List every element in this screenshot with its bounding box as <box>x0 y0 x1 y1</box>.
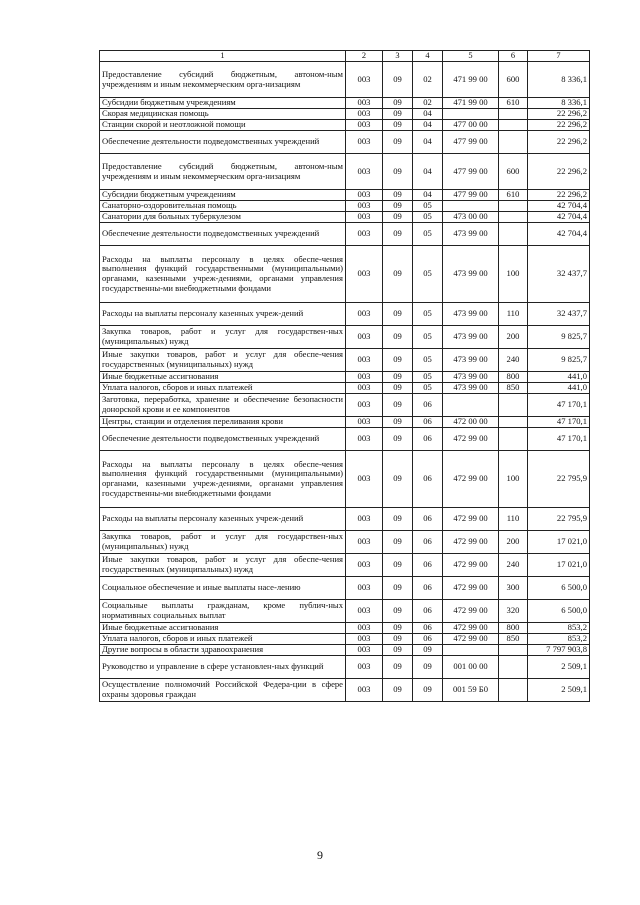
row-subsection-cell: 04 <box>413 109 443 120</box>
row-name-cell: Предоставление субсидий бюджетным, автоном-ным учреждениям и иным некоммерческим орга-низациям <box>100 154 346 190</box>
row-name-cell: Расходы на выплаты персоналу в целях обеспе-чения выполнения функций государственными (муниципальными) органами, казенными учреж-дениями, органами управления государственны-ми внебюджетными фондами <box>100 246 346 303</box>
row-ministry-code-cell: 003 <box>346 394 383 417</box>
row-section-cell: 09 <box>383 223 413 246</box>
table-row <box>100 623 590 634</box>
table-row <box>100 600 590 623</box>
row-expense-type-cell: 800 <box>499 372 528 383</box>
row-ministry-code-cell: 003 <box>346 201 383 212</box>
row-name-cell: Обеспечение деятельности подведомственных учреждений <box>100 131 346 154</box>
table-row <box>100 349 590 372</box>
row-target-article-cell: 472 99 00 <box>443 577 499 600</box>
row-subsection-cell: 05 <box>413 349 443 372</box>
row-ministry-code-cell: 003 <box>346 223 383 246</box>
row-ministry-code-cell: 003 <box>346 634 383 645</box>
row-expense-type-cell: 100 <box>499 451 528 508</box>
row-ministry-code-cell: 003 <box>346 600 383 623</box>
row-name-cell: Иные бюджетные ассигнования <box>100 623 346 634</box>
row-subsection-cell: 06 <box>413 451 443 508</box>
row-section-cell: 09 <box>383 326 413 349</box>
header-cell: 6 <box>499 51 528 62</box>
table-row <box>100 451 590 508</box>
row-ministry-code-cell: 003 <box>346 679 383 702</box>
row-subsection-cell: 04 <box>413 190 443 201</box>
row-subsection-cell: 05 <box>413 246 443 303</box>
row-section-cell: 09 <box>383 109 413 120</box>
row-name-cell: Субсидии бюджетным учреждениям <box>100 98 346 109</box>
table-row <box>100 679 590 702</box>
row-ministry-code-cell: 003 <box>346 554 383 577</box>
row-expense-type-cell <box>499 223 528 246</box>
row-subsection-cell: 06 <box>413 508 443 531</box>
row-amount-cell: 22 795,9 <box>528 451 590 508</box>
row-target-article-cell: 473 99 00 <box>443 246 499 303</box>
row-target-article-cell <box>443 201 499 212</box>
table-row <box>100 428 590 451</box>
row-subsection-cell: 09 <box>413 656 443 679</box>
row-target-article-cell: 472 99 00 <box>443 508 499 531</box>
row-section-cell: 09 <box>383 120 413 131</box>
row-name-cell: Обеспечение деятельности подведомственных учреждений <box>100 223 346 246</box>
row-expense-type-cell: 850 <box>499 634 528 645</box>
row-subsection-cell: 05 <box>413 201 443 212</box>
row-expense-type-cell <box>499 417 528 428</box>
row-amount-cell: 22 296,2 <box>528 154 590 190</box>
row-name-cell: Закупка товаров, работ и услуг для государствен-ных (муниципальных) нужд <box>100 531 346 554</box>
row-amount-cell: 8 336,1 <box>528 98 590 109</box>
row-subsection-cell: 05 <box>413 212 443 223</box>
row-target-article-cell <box>443 645 499 656</box>
row-ministry-code-cell: 003 <box>346 508 383 531</box>
row-target-article-cell: 472 99 00 <box>443 428 499 451</box>
row-amount-cell: 47 170,1 <box>528 428 590 451</box>
row-name-cell: Иные закупки товаров, работ и услуг для обеспе-чения государственных (муниципальных) нужд <box>100 349 346 372</box>
row-subsection-cell: 06 <box>413 428 443 451</box>
table-row <box>100 656 590 679</box>
table-row <box>100 394 590 417</box>
table-row <box>100 201 590 212</box>
row-amount-cell: 6 500,0 <box>528 577 590 600</box>
row-target-article-cell: 473 99 00 <box>443 303 499 326</box>
row-amount-cell: 441,0 <box>528 372 590 383</box>
row-amount-cell: 7 797 903,8 <box>528 645 590 656</box>
table-row <box>100 98 590 109</box>
row-section-cell: 09 <box>383 531 413 554</box>
table-row <box>100 109 590 120</box>
row-subsection-cell: 05 <box>413 372 443 383</box>
row-expense-type-cell: 200 <box>499 326 528 349</box>
table-header-row <box>100 51 590 62</box>
row-name-cell: Осуществление полномочий Российской Федера-ции в сфере охраны здоровья граждан <box>100 679 346 702</box>
table-row <box>100 154 590 190</box>
row-amount-cell: 9 825,7 <box>528 349 590 372</box>
row-target-article-cell: 472 99 00 <box>443 531 499 554</box>
row-amount-cell: 2 509,1 <box>528 679 590 702</box>
row-section-cell: 09 <box>383 428 413 451</box>
row-amount-cell: 8 336,1 <box>528 62 590 98</box>
row-name-cell: Иные закупки товаров, работ и услуг для обеспе-чения государственных (муниципальных) нужд <box>100 554 346 577</box>
row-subsection-cell: 06 <box>413 634 443 645</box>
row-target-article-cell: 001 00 00 <box>443 656 499 679</box>
row-name-cell: Обеспечение деятельности подведомственных учреждений <box>100 428 346 451</box>
row-section-cell: 09 <box>383 212 413 223</box>
row-amount-cell: 42 704,4 <box>528 201 590 212</box>
header-cell: 3 <box>383 51 413 62</box>
row-expense-type-cell: 610 <box>499 190 528 201</box>
row-expense-type-cell: 800 <box>499 623 528 634</box>
row-subsection-cell: 06 <box>413 577 443 600</box>
table-row <box>100 326 590 349</box>
table-row <box>100 417 590 428</box>
table-row <box>100 246 590 303</box>
row-name-cell: Расходы на выплаты персоналу казенных учреж-дений <box>100 303 346 326</box>
row-name-cell: Закупка товаров, работ и услуг для государствен-ных (муниципальных) нужд <box>100 326 346 349</box>
table-body <box>100 51 590 702</box>
row-name-cell: Санатории для больных туберкулезом <box>100 212 346 223</box>
row-target-article-cell: 001 59 Б0 <box>443 679 499 702</box>
row-subsection-cell: 05 <box>413 303 443 326</box>
row-subsection-cell: 05 <box>413 223 443 246</box>
row-target-article-cell: 472 99 00 <box>443 600 499 623</box>
row-ministry-code-cell: 003 <box>346 62 383 98</box>
row-section-cell: 09 <box>383 645 413 656</box>
row-ministry-code-cell: 003 <box>346 428 383 451</box>
row-ministry-code-cell: 003 <box>346 417 383 428</box>
page-number: 9 <box>317 848 323 862</box>
row-expense-type-cell: 240 <box>499 349 528 372</box>
row-expense-type-cell: 110 <box>499 508 528 531</box>
row-amount-cell: 42 704,4 <box>528 223 590 246</box>
row-subsection-cell: 04 <box>413 154 443 190</box>
row-section-cell: 09 <box>383 600 413 623</box>
table-row <box>100 554 590 577</box>
row-ministry-code-cell: 003 <box>346 303 383 326</box>
row-expense-type-cell: 600 <box>499 62 528 98</box>
row-expense-type-cell <box>499 201 528 212</box>
row-section-cell: 09 <box>383 623 413 634</box>
row-name-cell: Уплата налогов, сборов и иных платежей <box>100 383 346 394</box>
row-name-cell: Санаторно-оздоровительная помощь <box>100 201 346 212</box>
row-expense-type-cell: 850 <box>499 383 528 394</box>
row-name-cell: Социальное обеспечение и иные выплаты насе-лению <box>100 577 346 600</box>
row-ministry-code-cell: 003 <box>346 98 383 109</box>
row-name-cell: Другие вопросы в области здравоохранения <box>100 645 346 656</box>
row-expense-type-cell <box>499 645 528 656</box>
row-subsection-cell: 04 <box>413 131 443 154</box>
row-amount-cell: 2 509,1 <box>528 656 590 679</box>
row-target-article-cell <box>443 109 499 120</box>
row-amount-cell: 441,0 <box>528 383 590 394</box>
row-section-cell: 09 <box>383 154 413 190</box>
row-amount-cell: 9 825,7 <box>528 326 590 349</box>
row-section-cell: 09 <box>383 417 413 428</box>
row-expense-type-cell <box>499 656 528 679</box>
row-section-cell: 09 <box>383 303 413 326</box>
row-name-cell: Заготовка, переработка, хранение и обеспечение безопасности донорской крови и ее компонентов <box>100 394 346 417</box>
row-amount-cell: 42 704,4 <box>528 212 590 223</box>
row-expense-type-cell: 200 <box>499 531 528 554</box>
row-target-article-cell: 473 99 00 <box>443 372 499 383</box>
row-section-cell: 09 <box>383 349 413 372</box>
row-target-article-cell <box>443 394 499 417</box>
header-cell: 7 <box>528 51 590 62</box>
row-ministry-code-cell: 003 <box>346 656 383 679</box>
row-subsection-cell: 02 <box>413 62 443 98</box>
row-expense-type-cell <box>499 212 528 223</box>
row-target-article-cell: 473 99 00 <box>443 383 499 394</box>
row-expense-type-cell: 100 <box>499 246 528 303</box>
table-row <box>100 383 590 394</box>
row-ministry-code-cell: 003 <box>346 190 383 201</box>
row-subsection-cell: 06 <box>413 531 443 554</box>
row-subsection-cell: 02 <box>413 98 443 109</box>
row-ministry-code-cell: 003 <box>346 326 383 349</box>
row-target-article-cell: 472 00 00 <box>443 417 499 428</box>
row-section-cell: 09 <box>383 634 413 645</box>
row-ministry-code-cell: 003 <box>346 645 383 656</box>
row-amount-cell: 22 296,2 <box>528 131 590 154</box>
row-name-cell: Руководство и управление в сфере установлен-ных функций <box>100 656 346 679</box>
table-row <box>100 634 590 645</box>
table-row <box>100 372 590 383</box>
table-row <box>100 577 590 600</box>
row-target-article-cell: 477 99 00 <box>443 131 499 154</box>
row-section-cell: 09 <box>383 201 413 212</box>
row-target-article-cell: 472 99 00 <box>443 451 499 508</box>
row-subsection-cell: 05 <box>413 326 443 349</box>
table-row <box>100 212 590 223</box>
row-section-cell: 09 <box>383 246 413 303</box>
row-section-cell: 09 <box>383 372 413 383</box>
header-cell: 4 <box>413 51 443 62</box>
row-name-cell: Центры, станции и отделения переливания крови <box>100 417 346 428</box>
table-row <box>100 303 590 326</box>
row-subsection-cell: 09 <box>413 645 443 656</box>
table-row <box>100 223 590 246</box>
row-ministry-code-cell: 003 <box>346 120 383 131</box>
row-subsection-cell: 06 <box>413 623 443 634</box>
row-expense-type-cell <box>499 109 528 120</box>
row-amount-cell: 32 437,7 <box>528 246 590 303</box>
row-target-article-cell: 473 99 00 <box>443 349 499 372</box>
row-target-article-cell: 471 99 00 <box>443 98 499 109</box>
row-expense-type-cell: 300 <box>499 577 528 600</box>
row-section-cell: 09 <box>383 554 413 577</box>
row-ministry-code-cell: 003 <box>346 531 383 554</box>
row-target-article-cell: 472 99 00 <box>443 623 499 634</box>
row-ministry-code-cell: 003 <box>346 623 383 634</box>
row-section-cell: 09 <box>383 62 413 98</box>
header-cell: 2 <box>346 51 383 62</box>
row-expense-type-cell <box>499 120 528 131</box>
row-ministry-code-cell: 003 <box>346 349 383 372</box>
row-expense-type-cell: 600 <box>499 154 528 190</box>
header-cell: 5 <box>443 51 499 62</box>
row-section-cell: 09 <box>383 190 413 201</box>
row-amount-cell: 853,2 <box>528 623 590 634</box>
row-amount-cell: 32 437,7 <box>528 303 590 326</box>
row-subsection-cell: 06 <box>413 394 443 417</box>
row-ministry-code-cell: 003 <box>346 577 383 600</box>
row-section-cell: 09 <box>383 98 413 109</box>
row-ministry-code-cell: 003 <box>346 451 383 508</box>
table-row <box>100 645 590 656</box>
row-expense-type-cell <box>499 428 528 451</box>
row-section-cell: 09 <box>383 451 413 508</box>
row-section-cell: 09 <box>383 394 413 417</box>
row-name-cell: Субсидии бюджетным учреждениям <box>100 190 346 201</box>
row-name-cell: Предоставление субсидий бюджетным, автоном-ным учреждениям и иным некоммерческим орга-низациям <box>100 62 346 98</box>
table-row <box>100 508 590 531</box>
row-ministry-code-cell: 003 <box>346 154 383 190</box>
table-row <box>100 131 590 154</box>
row-ministry-code-cell: 003 <box>346 372 383 383</box>
row-subsection-cell: 09 <box>413 679 443 702</box>
row-section-cell: 09 <box>383 577 413 600</box>
row-name-cell: Иные бюджетные ассигнования <box>100 372 346 383</box>
row-amount-cell: 22 795,9 <box>528 508 590 531</box>
row-target-article-cell: 473 99 00 <box>443 223 499 246</box>
row-expense-type-cell: 610 <box>499 98 528 109</box>
row-section-cell: 09 <box>383 656 413 679</box>
row-expense-type-cell <box>499 679 528 702</box>
row-amount-cell: 17 021,0 <box>528 554 590 577</box>
row-subsection-cell: 05 <box>413 383 443 394</box>
row-expense-type-cell: 110 <box>499 303 528 326</box>
row-amount-cell: 6 500,0 <box>528 600 590 623</box>
row-target-article-cell: 472 99 00 <box>443 634 499 645</box>
row-target-article-cell: 473 99 00 <box>443 326 499 349</box>
table-row <box>100 120 590 131</box>
row-section-cell: 09 <box>383 131 413 154</box>
row-amount-cell: 47 170,1 <box>528 394 590 417</box>
header-cell: 1 <box>100 51 346 62</box>
row-amount-cell: 22 296,2 <box>528 190 590 201</box>
table-row <box>100 531 590 554</box>
row-amount-cell: 17 021,0 <box>528 531 590 554</box>
row-target-article-cell: 477 99 00 <box>443 190 499 201</box>
row-subsection-cell: 06 <box>413 417 443 428</box>
row-section-cell: 09 <box>383 383 413 394</box>
budget-table <box>99 50 590 702</box>
row-amount-cell: 22 296,2 <box>528 120 590 131</box>
row-expense-type-cell <box>499 131 528 154</box>
row-amount-cell: 47 170,1 <box>528 417 590 428</box>
table-row <box>100 190 590 201</box>
row-target-article-cell: 473 00 00 <box>443 212 499 223</box>
row-subsection-cell: 04 <box>413 120 443 131</box>
row-amount-cell: 853,2 <box>528 634 590 645</box>
row-target-article-cell: 471 99 00 <box>443 62 499 98</box>
row-target-article-cell: 477 00 00 <box>443 120 499 131</box>
row-name-cell: Уплата налогов, сборов и иных платежей <box>100 634 346 645</box>
row-target-article-cell: 472 99 00 <box>443 554 499 577</box>
row-subsection-cell: 06 <box>413 600 443 623</box>
row-name-cell: Расходы на выплаты персоналу казенных учреж-дений <box>100 508 346 531</box>
row-expense-type-cell: 240 <box>499 554 528 577</box>
row-target-article-cell: 477 99 00 <box>443 154 499 190</box>
row-name-cell: Социальные выплаты гражданам, кроме публич-ных нормативных социальных выплат <box>100 600 346 623</box>
row-expense-type-cell <box>499 394 528 417</box>
row-name-cell: Расходы на выплаты персоналу в целях обеспе-чения выполнения функций государственными (муниципальными) органами, казенными учреж-дениями, органами управления государственны-ми внебюджетными фондами <box>100 451 346 508</box>
row-ministry-code-cell: 003 <box>346 383 383 394</box>
row-expense-type-cell: 320 <box>499 600 528 623</box>
table-row <box>100 62 590 98</box>
row-ministry-code-cell: 003 <box>346 131 383 154</box>
row-ministry-code-cell: 003 <box>346 109 383 120</box>
row-subsection-cell: 06 <box>413 554 443 577</box>
row-amount-cell: 22 296,2 <box>528 109 590 120</box>
row-name-cell: Скорая медицинская помощь <box>100 109 346 120</box>
row-ministry-code-cell: 003 <box>346 212 383 223</box>
row-section-cell: 09 <box>383 679 413 702</box>
row-ministry-code-cell: 003 <box>346 246 383 303</box>
row-section-cell: 09 <box>383 508 413 531</box>
row-name-cell: Станции скорой и неотложной помощи <box>100 120 346 131</box>
